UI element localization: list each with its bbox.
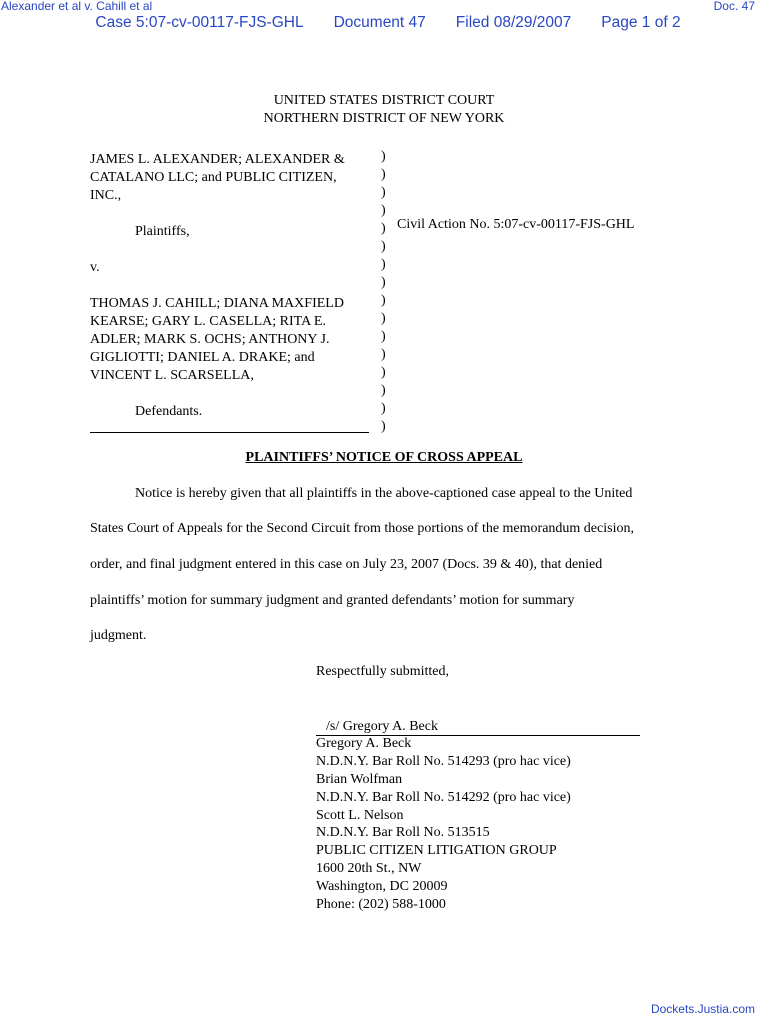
document-title [0, 450, 768, 466]
case-caption [90, 151, 345, 421]
caption-parentheses [381, 148, 386, 436]
caption-paren: ) [381, 149, 386, 164]
caption-paren: ) [381, 257, 386, 272]
caption-paren: ) [381, 401, 386, 416]
caption-paren: ) [381, 293, 386, 308]
body-line: judgment. [90, 628, 147, 643]
signature-line: /s/ Gregory A. Beck [316, 719, 640, 736]
counsel-line: Washington, DC 20009 [316, 879, 448, 895]
counsel-line: 1600 20th St., NW [316, 861, 422, 877]
case-title-link[interactable]: Alexander et al v. Cahill et al [1, 0, 153, 13]
body-line: plaintiffs’ motion for summary judgment and granted defendants’ motion for summary [90, 593, 575, 608]
counsel-line: Gregory A. Beck [316, 736, 412, 751]
plaintiff-line: JAMES L. ALEXANDER; ALEXANDER & [90, 152, 345, 167]
counsel-line: PUBLIC CITIZEN LITIGATION GROUP [316, 843, 557, 859]
doc-number-link[interactable]: Doc. 47 [713, 0, 755, 13]
counsel-line: N.D.N.Y. Bar Roll No. 514293 (pro hac vice) [316, 753, 571, 769]
caption-paren: ) [381, 185, 386, 200]
counsel-line: Phone: (202) 588-1000 [316, 897, 446, 913]
document-title-text: PLAINTIFFS’ NOTICE OF CROSS APPEAL [245, 450, 523, 465]
versus-label: v. [90, 260, 100, 275]
caption-paren: ) [381, 167, 386, 182]
counsel-line: Brian Wolfman [316, 771, 403, 787]
plaintiff-line: INC., [90, 188, 122, 203]
counsel-line: N.D.N.Y. Bar Roll No. 514292 (pro hac vice) [316, 789, 571, 805]
counsel-line: Scott L. Nelson [316, 807, 404, 823]
body-line: States Court of Appeals for the Second Circuit from those portions of the memorandum decision, [90, 521, 634, 536]
document-number: Document 47 [333, 14, 426, 31]
caption-paren: ) [381, 419, 386, 434]
defendant-line: GIGLIOTTI; DANIEL A. DRAKE; and [90, 350, 315, 365]
defendant-line: VINCENT L. SCARSELLA, [90, 368, 254, 383]
counsel-line: N.D.N.Y. Bar Roll No. 513515 [316, 825, 490, 841]
plaintiffs-label: Plaintiffs, [135, 224, 190, 239]
dockets-justia-link[interactable]: Dockets.Justia.com [650, 1002, 755, 1016]
caption-paren: ) [381, 347, 386, 362]
caption-divider [90, 432, 369, 433]
defendant-line: ADLER; MARK S. OCHS; ANTHONY J. [90, 332, 330, 347]
caption-paren: ) [381, 383, 386, 398]
filing-header [0, 14, 768, 32]
page-indicator: Page 1 of 2 [601, 14, 681, 31]
body-line: order, and final judgment entered in this case on July 23, 2007 (Docs. 39 & 40), that denied [90, 557, 603, 572]
court-district: NORTHERN DISTRICT OF NEW YORK [263, 111, 505, 126]
case-number: Case 5:07-cv-00117-FJS-GHL [95, 14, 304, 31]
defendant-line: THOMAS J. CAHILL; DIANA MAXFIELD [90, 296, 344, 311]
plaintiff-line: CATALANO LLC; and PUBLIC CITIZEN, [90, 170, 337, 185]
civil-action-number: Civil Action No. 5:07-cv-00117-FJS-GHL [397, 217, 635, 232]
caption-paren: ) [381, 275, 386, 290]
court-name: UNITED STATES DISTRICT COURT [273, 93, 495, 108]
caption-paren: ) [381, 239, 386, 254]
defendants-label: Defendants. [135, 404, 203, 419]
caption-paren: ) [381, 221, 386, 236]
body-line: Notice is hereby given that all plaintiffs in the above-captioned case appeal to the United [135, 486, 633, 501]
defendant-line: KEARSE; GARY L. CASELLA; RITA E. [90, 314, 326, 329]
caption-paren: ) [381, 311, 386, 326]
counsel-block [316, 735, 571, 914]
caption-paren: ) [381, 203, 386, 218]
caption-paren: ) [381, 329, 386, 344]
filed-date: Filed 08/29/2007 [455, 14, 572, 31]
closing-text: Respectfully submitted, [316, 664, 449, 679]
caption-paren: ) [381, 365, 386, 380]
